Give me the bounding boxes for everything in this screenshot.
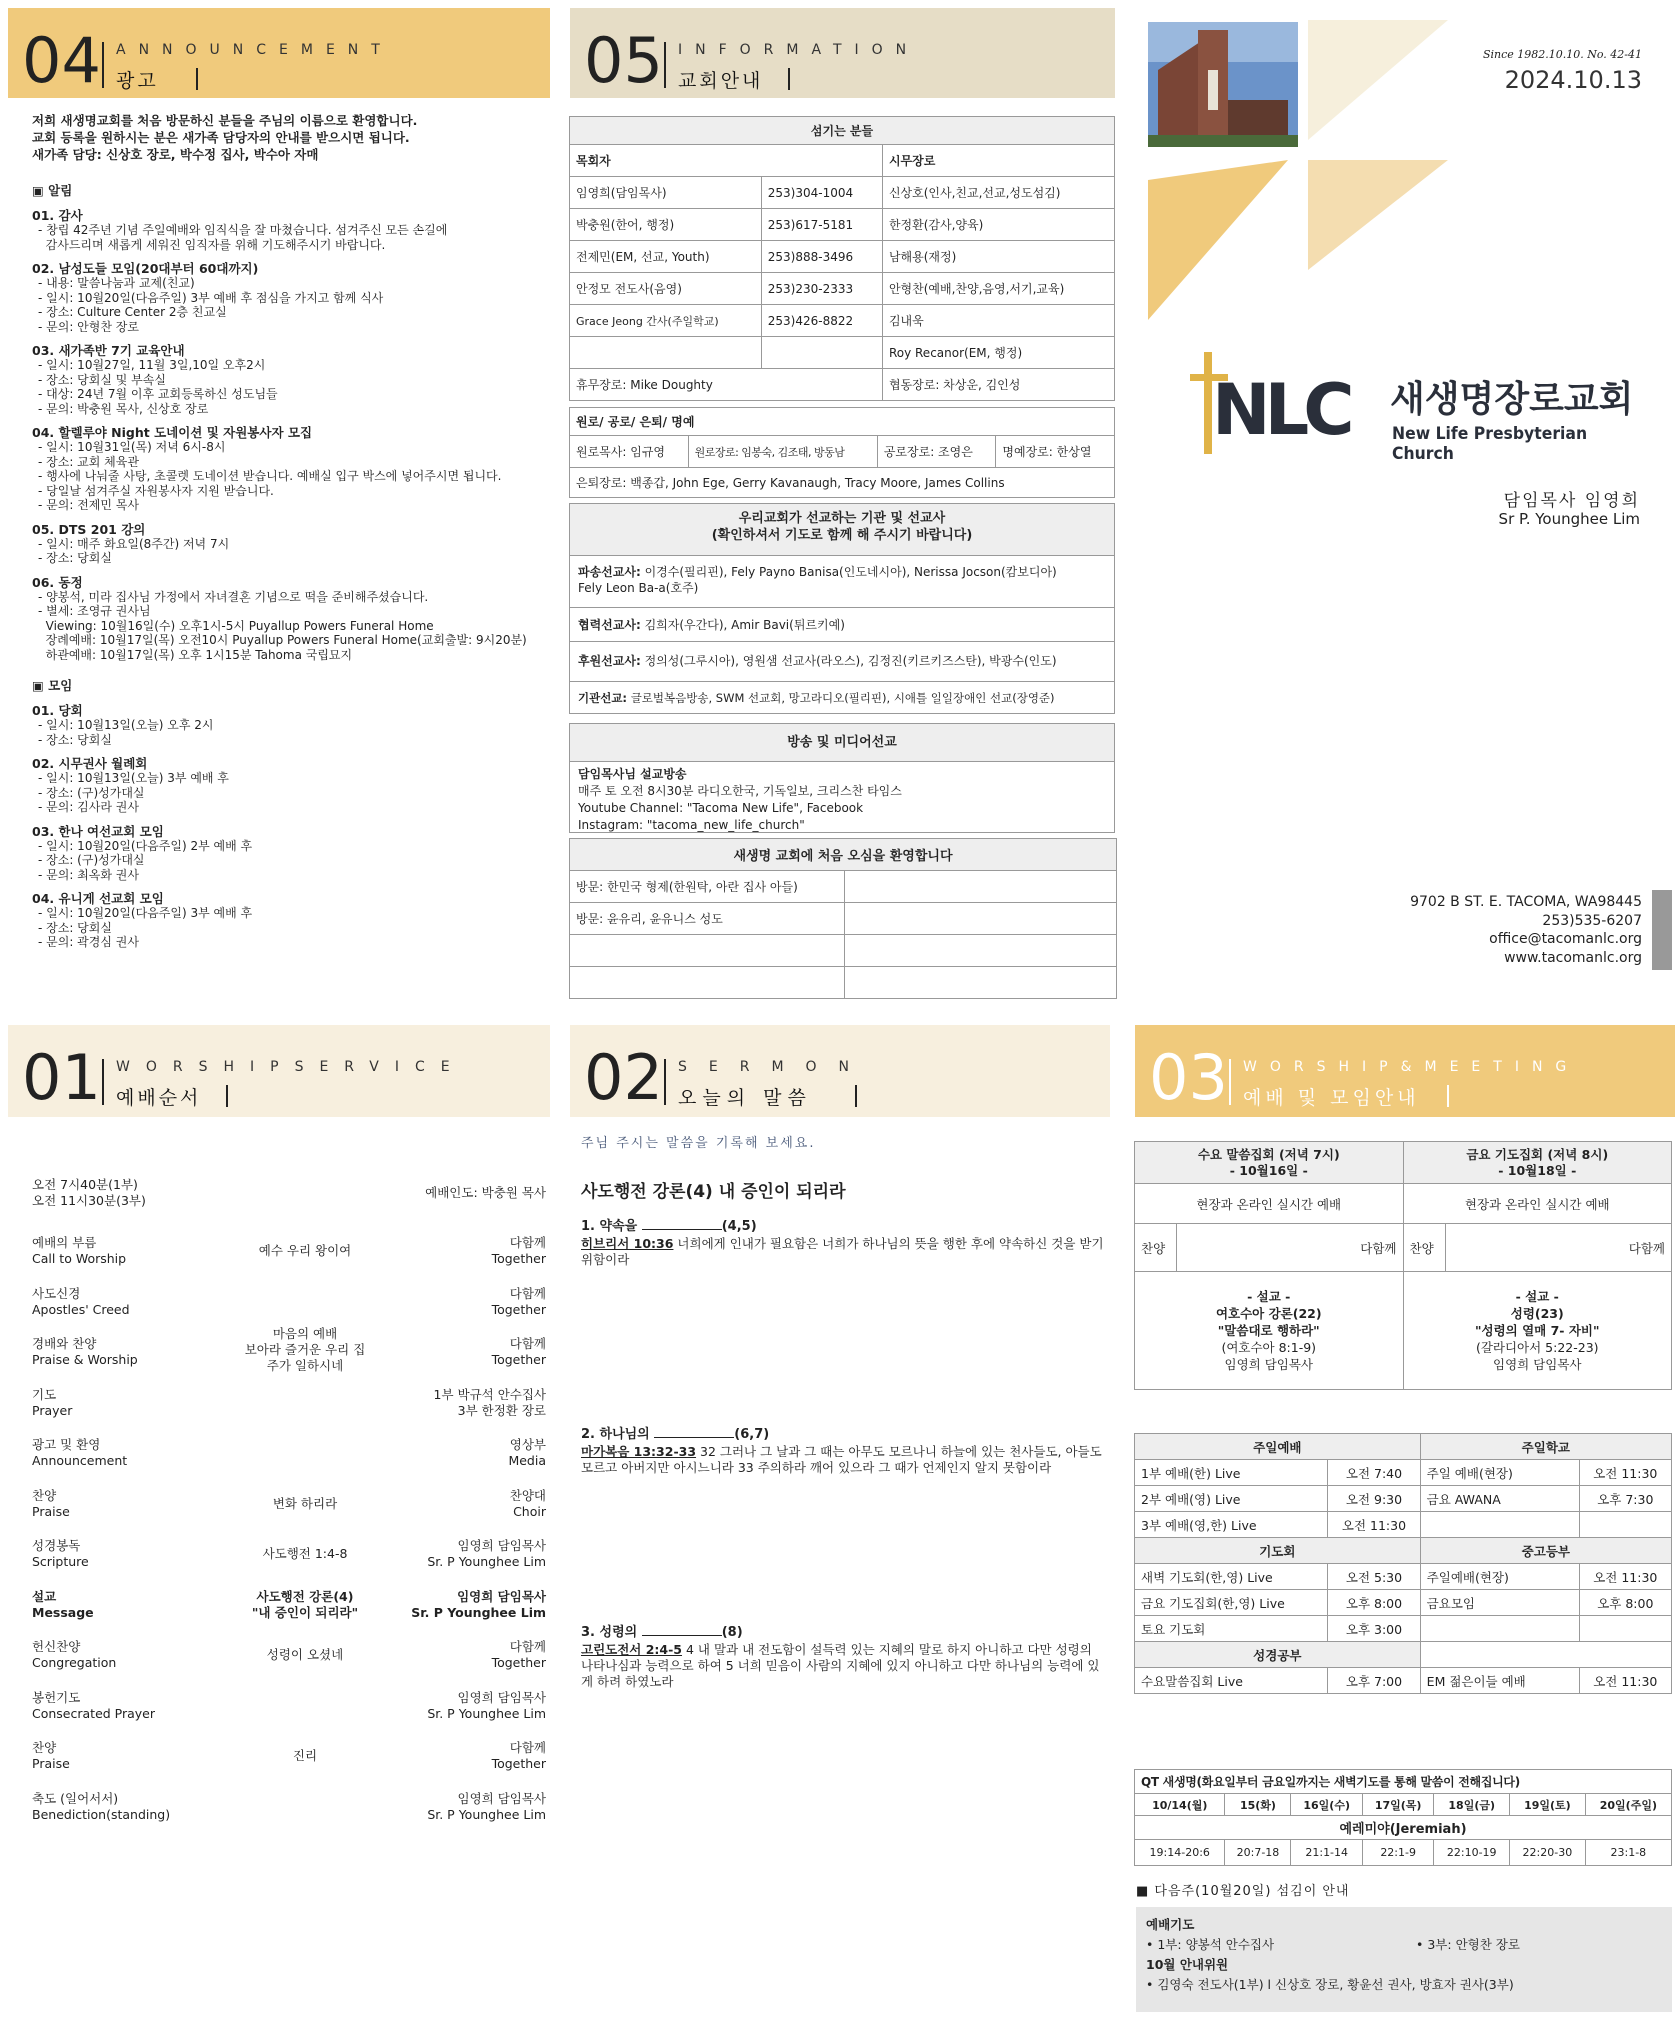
order-content: 마음의 예배 (272, 1326, 338, 1341)
qt-table: QT 새생명(화요일부터 금요일까지는 새벽기도를 통해 말씀이 전해집니다) 10/14(월) 15(화) 16일(수) 17일(목) 18일(금) 19일(토) 20일(주일) 예레미야(Jeremiah) 19:14-20:6 20:7-18 21:1-14 22:1-9 22:10-19 22:20-30 23:1-8 (1134, 1769, 1672, 1866)
item-title: 06. 동정 (32, 574, 83, 590)
fill-blank[interactable] (654, 1427, 734, 1438)
order-leader: Sr. P Younghee Lim (427, 1554, 546, 1569)
order-leader: 1부 박규석 안수집사 (433, 1386, 546, 1402)
item-line: - 일시: 10월13일(오늘) 오후 2시 (38, 718, 214, 732)
table-row: 금요 기도집회(한,영) Live 오후 8:00 금요모임 오후 8:00 (1135, 1590, 1672, 1616)
list-item (32, 343, 546, 416)
item-line: - 행사에 나눠줄 사탕, 초콜렛 도네이션 받습니다. 예배실 입구 박스에 넣어주시면 됩니다. (38, 469, 502, 483)
order-leader: Sr. P Younghee Lim (427, 1705, 546, 1721)
item-title: 03. 한나 여선교회 모임 (32, 823, 164, 839)
order-leader: 다함께 (509, 1639, 546, 1654)
serving-title: 섬기는 분들 (570, 117, 1115, 145)
item-line: - 장소: (구)성가대실 (38, 853, 145, 867)
item-title: 01. 감사 (32, 208, 83, 223)
sermon-point (581, 1423, 1106, 1476)
pastor-name-en: Sr P. Younghee Lim (1498, 510, 1640, 528)
issue-date: 2024.10.13 (1504, 66, 1642, 94)
order-leader: Sr. P Younghee Lim (427, 1806, 546, 1822)
order-leader: Media (508, 1453, 546, 1468)
qt-ref: 23:1-8 (1585, 1840, 1671, 1866)
cover-graphic (1138, 10, 1468, 340)
qt-day: 16일(수) (1291, 1794, 1362, 1816)
section-title-en: SERMON (678, 1059, 872, 1075)
section-number: 01 (22, 1041, 101, 1114)
order-leader: Together (491, 1301, 546, 1317)
section-title-en: ANNOUNCEMENT (116, 42, 393, 58)
order-title-en: Congregation (32, 1655, 117, 1670)
order-leader: Together (491, 1352, 546, 1367)
section-title-ko: 오늘의 말씀 (678, 1087, 812, 1109)
order-leader: 3부 한정환 장로 (457, 1402, 546, 1418)
section-title-en: INFORMATION (678, 42, 920, 58)
visitors-table: 새생명 교회에 처음 오심을 환영합니다 방문: 한민국 형제(한원탁, 아란 집사 아들) 방문: 윤유리, 윤유니스 성도 (569, 838, 1117, 999)
section-number: 04 (22, 24, 101, 97)
item-line: - 문의: 최옥화 권사 (38, 867, 139, 882)
item-line: - 일시: 10월31일(목) 저녁 6시-8시 (38, 440, 226, 454)
order-title-en: Praise (32, 1756, 70, 1771)
table-row: 안정모 전도사(음영) 253)230-2333 안형찬(예배,찬양,음영,서기,교육) (570, 273, 1115, 305)
section-title-en: WORSHIP&MEETING (1243, 1059, 1580, 1075)
table-row: 토요 기도회 오후 3:00 (1135, 1616, 1672, 1642)
cover-panel (1130, 0, 1680, 1000)
meeting-heading: ▣ 모임 (32, 678, 73, 693)
order-leader: Together (491, 1756, 546, 1771)
order-title: 기도 (32, 1386, 57, 1402)
section-number: 02 (584, 1041, 663, 1114)
scripture-ref: 히브리서 10:36 (581, 1236, 674, 1251)
order-title-en: Apostles' Creed (32, 1301, 130, 1317)
item-title: 04. 할렐루야 Night 도네이션 및 자원봉사자 모집 (32, 425, 313, 440)
order-title-en: Praise (32, 1503, 70, 1519)
order-content: 사도행전 1:4-8 (262, 1546, 348, 1561)
item-line: - 장소: Culture Center 2층 친교실 (38, 305, 227, 319)
table-row: 3부 예배(영,한) Live 오전 11:30 (1135, 1512, 1672, 1538)
item-line: - 별세: 조영규 권사님 (38, 604, 151, 618)
item-line: - 대상: 24년 7월 이후 교회등록하신 성도님들 (38, 387, 278, 401)
qt-day: 15(화) (1225, 1794, 1291, 1816)
item-line: - 장소: 당회실 (38, 732, 112, 747)
sermon-hint: 주님 주시는 말씀을 기록해 보세요. (581, 1136, 816, 1151)
item-line: - 일시: 매주 화요일(8주간) 저녁 7시 (38, 536, 230, 551)
email-link[interactable]: office@tacomanlc.org (1489, 931, 1642, 947)
table-row: Grace Jeong 간사(주일학교) 253)426-8822 김내욱 (570, 305, 1115, 337)
order-title: 찬양 (32, 1740, 57, 1755)
fill-blank[interactable] (642, 1625, 722, 1636)
qt-day: 17일(목) (1362, 1794, 1433, 1816)
item-line: - 당일날 섬겨주실 자원봉사자 지원 받습니다. (38, 483, 274, 498)
next-week-note: ■ 다음주(10월20일) 섬김이 안내 (1136, 1884, 1350, 1899)
item-line: - 장소: 교회 체육관 (38, 454, 139, 469)
item-line: 감사드리며 새롭게 세워진 임직자를 위해 기도해주시기 바랍니다. (38, 237, 386, 252)
order-content: 사도행전 강론(4) (256, 1588, 354, 1604)
sermon-title: 사도행전 강론(4) 내 증인이 되리라 (581, 1182, 846, 1202)
cross-icon (1204, 352, 1212, 454)
section-title-ko: 예배순서 (116, 1087, 202, 1109)
order-title-en: Praise & Worship (32, 1352, 138, 1367)
meeting-panel (1130, 1025, 1680, 2040)
qt-ref: 22:10-19 (1434, 1840, 1510, 1866)
item-line: - 장소: 당회실 및 부속실 (38, 372, 166, 387)
item-line: - 일시: 10월27일, 11월 3일,10일 오후2시 (38, 358, 266, 372)
table-row: 전제민(EM, 선교, Youth) 253)888-3496 남해용(재정) (570, 241, 1115, 273)
item-line: 하관예배: 10월17일(목) 오후 1시15분 Tahoma 국립묘지 (38, 647, 353, 662)
logo-letters: NLC (1212, 369, 1349, 451)
order-title-en: Call to Worship (32, 1251, 127, 1266)
weekday-service-table: 수요 말씀집회 (저녁 7시) - 10월16일 - 금요 기도집회 (저녁 8시) - 10월18일 - 현장과 온라인 실시간 예배 현장과 온라인 실시간 예배 찬양 다함께 찬양 다함께 - 설교 - 여호수아 강론(22) "말씀대로 행하라" (여호수아 8:1-9) 임영희 담임목사 - 설교 - 성령(23) "성령의 열매 7- 자비" (갈라디아서 5:22-23) 임영희 담임목사 (1134, 1141, 1672, 1390)
item-line: - 문의: 안형찬 장로 (38, 319, 139, 334)
section-title-ko: 교회안내 (678, 70, 764, 92)
item-line: - 문의: 김사라 권사 (38, 800, 139, 814)
notice-heading: ▣ 알림 (32, 183, 73, 198)
list-item (32, 522, 546, 566)
qt-ref: 19:14-20:6 (1135, 1840, 1225, 1866)
scripture-quote: 히브리서 10:36 너희에게 인내가 필요함은 너희가 하나님의 뜻을 행한 후에 약속하신 것을 받기 위함이라 (581, 1236, 1104, 1267)
item-title: 02. 남성도들 모임(20대부터 60대까지) (32, 261, 259, 276)
sermon-panel (565, 1025, 1120, 2040)
item-line: - 창립 42주년 기념 주일예배와 임직식을 잘 마쳤습니다. 섬겨주신 모든 손길에 (38, 223, 448, 237)
section-title-ko: 광고 (116, 70, 159, 92)
order-content: 보아라 즐거운 우리 집 (244, 1342, 366, 1357)
item-line: - 일시: 10월13일(오늘) 3부 예배 후 (38, 771, 229, 785)
order-title: 설교 (32, 1588, 57, 1604)
order-leader: 찬양대 (509, 1487, 546, 1503)
item-title: 05. DTS 201 강의 (32, 521, 146, 537)
order-title: 봉헌기도 (32, 1689, 81, 1705)
pastor-name-ko: 담임목사 임영희 (1503, 491, 1640, 511)
list-item (32, 891, 546, 950)
item-line: - 일시: 10월20일(다음주일) 2부 예배 후 (38, 838, 253, 853)
scripture-quote: 마가복음 13:32-33 32 그러나 그 날과 그 때는 아무도 모르나니 하늘에 있는 천사들도, 아들도 모르고 아버지만 아시느니라 33 주의하라 깨어 있으라 그 때가 언제인지 알지 못함이라 (581, 1444, 1102, 1475)
worship-leader: 예배인도: 박충원 목사 (425, 1185, 546, 1200)
table-row: 1부 예배(한) Live 오전 7:40 주일 예배(현장) 오전 11:30 (1135, 1460, 1672, 1486)
item-title: 02. 시무권사 월례회 (32, 756, 148, 771)
order-leader: 다함께 (509, 1336, 546, 1351)
list-item (32, 824, 546, 883)
table-row: 박충원(한어, 행정) 253)617-5181 한정환(감사,양육) (570, 209, 1115, 241)
order-content: 변화 하리라 (272, 1495, 338, 1511)
order-content: "내 증인이 되리라" (251, 1604, 359, 1620)
qt-ref: 22:20-30 (1510, 1840, 1586, 1866)
sermon-point (581, 1215, 1106, 1268)
meeting-header (1135, 1025, 1675, 1117)
order-content: 예수 우리 왕이여 (258, 1243, 352, 1258)
point-heading: 1. 약속을 (4,5) (581, 1219, 757, 1234)
item-line: - 장소: 당회실 (38, 920, 112, 935)
list-item (32, 208, 546, 252)
order-title: 예배의 부름 (32, 1235, 97, 1250)
order-leader: Sr. P Younghee Lim (411, 1604, 546, 1620)
worship-header (8, 1025, 550, 1117)
order-leader: 다함께 (509, 1285, 546, 1301)
order-leader: 임영희 담임목사 (457, 1588, 546, 1604)
table-row: 2부 예배(영) Live 오전 9:30 금요 AWANA 오후 7:30 (1135, 1486, 1672, 1512)
order-title: 축도 (일어서서) (32, 1790, 119, 1806)
order-leader: 다함께 (509, 1740, 546, 1755)
church-logo (1190, 350, 1640, 464)
logo-korean: 새생명장로교회 (1390, 379, 1634, 420)
item-line: - 문의: 곽경심 권사 (38, 935, 139, 949)
order-leader: 임영희 담임목사 (457, 1790, 546, 1806)
list-item (32, 575, 546, 663)
item-title: 04. 유니게 선교회 모임 (32, 891, 164, 906)
order-leader: Together (491, 1655, 546, 1670)
point-heading: 2. 하나님의 (6,7) (581, 1427, 770, 1442)
worship-panel: 01 WORSHIPSERVICE 예배순서 오전 7시40분(1부) 오전 11시30분(3부) 예배인도: 박충원 목사 예배의 부름 Call to Worship 예수 우리 왕이여 다함께 Together 사도신경 Apostles' Creed 다함께 Together 경배와 찬양 Praise & Worship 마음의 예배 보아라 즐거운 우리 집 주가 일하시네 다함께 Together 기도 Prayer 1부 박규석 안수집사 3부 한정환 장로 광고 및 환영 Announcement 영상부 Media 찬양 Praise 변화 하리라 찬양대 Choir 성경봉독 Scripture 사도행전 1:4-8 임영희 담임목사 Sr. P Younghee Lim 설교 Message 사도행전 강론(4) "내 증인이 되리라" 임영희 담임목사 Sr. P Younghee Lim 헌신찬양 Congregation 성령이 오셨네 다함께 Together 봉헌기도 Consecrated Prayer 임영희 담임목사 Sr. P Younghee Lim 찬양 Praise 진리 다함께 Together 축도 (일어서서) Benediction(standing) 임영희 담임목사 Sr. P Younghee Lim (0, 1025, 560, 2040)
item-title: 01. 당회 (32, 703, 83, 718)
item-line: - 장소: (구)성가대실 (38, 785, 145, 800)
item-line: - 일시: 10월20일(다음주일) 3부 예배 후 점심을 가지고 함께 식사 (38, 290, 384, 305)
schedule-table: 주일예배 주일학교 1부 예배(한) Live 오전 7:40 주일 예배(현장) 오전 11:30 2부 예배(영) Live 오전 9:30 금요 AWANA 오후 7:30 3부 예배(영,한) Live 오전 11:30 기도회 중고등부 새벽 기도회(한,영) Live 오전 5:30 주일예배(현장) 오전 11:30 금요 기도집회(한,영) Live 오후 8:00 금요모임 오후 8:00 토요 기도회 오후 3:00 성경공부 수요말씀집회 Live 오후 7:00 EM 젊은이들 예배 오전 11:30 (1134, 1433, 1672, 1694)
item-title: 03. 새가족반 7기 교육안내 (32, 343, 185, 358)
order-title: 경배와 찬양 (32, 1336, 97, 1351)
qt-day: 18일(금) (1434, 1794, 1510, 1816)
sermon-point (581, 1621, 1106, 1690)
welcome-intro: 저희 새생명교회를 처음 방문하신 분들을 주님의 이름으로 환영합니다. 교회 등록을 원하시는 분은 새가족 담당자의 안내를 받으시면 됩니다. 새가족 담당: 신상호 장로, 박수정 집사, 박수아 자매 (32, 113, 418, 162)
item-line: - 일시: 10월20일(다음주일) 3부 예배 후 (38, 906, 253, 920)
item-line: Viewing: 10월16일(수) 오후1시-5시 Puyallup Powers Funeral Home (38, 618, 434, 633)
table-row: Roy Recanor(EM, 행정) (570, 337, 1115, 369)
qt-day: 19일(토) (1510, 1794, 1586, 1816)
order-leader: 다함께 (509, 1235, 546, 1250)
scripture-quote: 고린도전서 2:4-5 4 내 말과 내 전도함이 설득력 있는 지혜의 말로 하지 아니하고 다만 성령의 나타나심과 능력으로 하여 5 너희 믿음이 사람의 지혜에 있지 아니하고 다만 하나님의 능력에 있게 하려 하였노라 (581, 1642, 1100, 1689)
website-link[interactable]: www.tacomanlc.org (1504, 949, 1642, 966)
mission-box: 우리교회가 선교하는 기관 및 선교사 (확인하셔서 기도로 함께 해 주시기 바랍니다) 파송선교사: 이경수(필리핀), Fely Payno Banisa(인도네시아), Nerissa Jocson(캄보디아) Fely Leon Ba-a(호주) 협력선교사: 김희자(우간다), Amir Bavi(튀르키예) 후원선교사: 정의성(그루시아), 영원샘 선교사(라오스), 김정진(키르키즈스탄), 박광수(인도) 기관선교: 글로벌복음방송, SWM 선교회, 망고라디오(필리핀), 시애틀 일일장애인 선교(장영준) (569, 503, 1115, 714)
table-row: 임영희(담임목사) 253)304-1004 신상호(인사,친교,선교,성도섬김) (570, 177, 1115, 209)
order-leader: 임영희 담임목사 (457, 1689, 546, 1705)
contact-block: 9702 B ST. E. TACOMA, WA98445 253)535-6207 office@tacomanlc.org www.tacomanlc.org (1410, 894, 1642, 966)
order-title-en: Announcement (32, 1453, 128, 1468)
list-item (32, 261, 546, 334)
table-row: 수요말씀집회 Live 오후 7:00 EM 젊은이들 예배 오전 11:30 (1135, 1668, 1672, 1694)
church-photo (1148, 22, 1298, 147)
scripture-ref: 고린도전서 2:4-5 (581, 1642, 683, 1657)
qt-day: 20일(주일) (1585, 1794, 1671, 1816)
honor-table: 원로/ 공로/ 은퇴/ 명예 원로목사: 임규영 원로장로: 임봉숙, 김조태, 방동남 공로장로: 조영은 명예장로: 한상열 은퇴장로: 백종갑, John Ege, Gerry Kavanaugh, Tracy Moore, James Collins (569, 407, 1115, 498)
order-title: 헌신찬양 (32, 1639, 81, 1654)
qt-day: 10/14(월) (1135, 1794, 1225, 1816)
scripture-ref: 마가복음 13:32-33 (581, 1444, 697, 1459)
notice-list (32, 208, 546, 662)
item-line: 장례예배: 10월17일(목) 오전10시 Puyallup Powers Funeral Home(교회출발: 9시20분) (38, 633, 527, 647)
order-leader: 임영희 담임목사 (457, 1538, 546, 1553)
item-line: - 내용: 말씀나눔과 교제(친교) (38, 276, 195, 290)
order-title-en: Prayer (32, 1402, 73, 1418)
side-bar (1652, 890, 1672, 970)
order-title: 사도신경 (32, 1285, 81, 1301)
item-line: - 양봉석, 미라 집사님 가정에서 자녀결혼 기념으로 떡을 준비해주셨습니다. (38, 589, 429, 604)
wednesday-sermon: - 설교 - 여호수아 강론(22) "말씀대로 행하라" (여호수아 8:1-9) 임영희 담임목사 (1135, 1272, 1404, 1390)
item-line: - 문의: 전제민 목사 (38, 498, 139, 512)
announcement-panel (0, 0, 560, 1020)
logo-english: New Life Presbyterian Church (1392, 424, 1588, 464)
order-leader: Together (491, 1251, 546, 1266)
friday-sermon: - 설교 - 성령(23) "성령의 열매 7- 자비" (갈라디아서 5:22-23) 임영희 담임목사 (1403, 1272, 1672, 1390)
section-title-ko: 예배 및 모임안내 (1243, 1087, 1420, 1109)
section-title-en: WORSHIPSERVICE (116, 1059, 466, 1075)
table-row: 새벽 기도회(한,영) Live 오전 5:30 주일예배(현장) 오전 11:30 (1135, 1564, 1672, 1590)
order-title: 성경봉독 (32, 1538, 81, 1553)
volunteer-box: 예배기도 • 1부: 양봉석 안수집사 • 3부: 안형찬 장로 10월 안내위원 • 김영숙 전도사(1부) l 신상호 장로, 황윤선 권사, 방효자 권사(3부) (1136, 1907, 1672, 2012)
qt-ref: 21:1-14 (1291, 1840, 1362, 1866)
serving-table: 섬기는 분들 목회자 시무장로 임영희(담임목사) 253)304-1004 신상호(인사,친교,선교,성도섬김) 박충원(한어, 행정) 253)617-5181 한정환(감사,양육) 전제민(EM, 선교, Youth) 253)888-3496 남해용(재정) 안정모 전도사(음영) 253)230-2333 안형찬(예배,찬양,음영,서기,교육) Grace Jeong 간사(주일학교) 253)426-8822 김내욱 Roy Recanor(EM, 행정) 휴무장로: Mike Doughty 협동장로: 차상운, 김인성 (569, 116, 1115, 401)
media-box: 방송 및 미디어선교 담임목사님 설교방송 매주 토 오전 8시30분 라디오한국, 기독일보, 크리스찬 타임스 Youtube Channel: "Tacoma New Life", Facebook Instagram: "tacoma_new_life_church" (569, 723, 1115, 833)
order-leader: 영상부 (509, 1437, 546, 1452)
announcement-header (8, 8, 550, 98)
information-header (570, 8, 1115, 98)
order-title-en: Benediction(standing) (32, 1806, 171, 1822)
section-number: 03 (1149, 1041, 1228, 1114)
information-panel (565, 0, 1120, 1000)
list-item (32, 703, 546, 747)
issue-info: Since 1982.10.10. No. 42-41 (1482, 48, 1642, 61)
section-number: 05 (584, 24, 663, 97)
order-title: 광고 및 환영 (32, 1437, 101, 1452)
item-line: - 문의: 박충원 목사, 신상호 장로 (38, 401, 209, 416)
order-content: 진리 (292, 1748, 318, 1763)
qt-ref: 22:1-9 (1362, 1840, 1433, 1866)
order-title-en: Scripture (32, 1554, 89, 1569)
point-heading: 3. 성령의 (8) (581, 1625, 743, 1640)
meeting-list (32, 703, 546, 950)
order-content: 주가 일하시네 (266, 1358, 344, 1373)
item-line: - 장소: 당회실 (38, 551, 112, 565)
list-item (32, 425, 546, 513)
order-leader: Choir (513, 1503, 546, 1519)
sermon-header (570, 1025, 1110, 1117)
announcement-body (32, 112, 546, 950)
list-item (32, 756, 546, 815)
qt-ref: 20:7-18 (1225, 1840, 1291, 1866)
order-title: 찬양 (32, 1487, 57, 1503)
order-content: 성령이 오셨네 (266, 1647, 344, 1662)
order-title-en: Message (32, 1604, 94, 1620)
square-bullet-icon: ■ (1136, 1884, 1155, 1899)
order-title-en: Consecrated Prayer (32, 1705, 156, 1721)
fill-blank[interactable] (642, 1219, 722, 1230)
